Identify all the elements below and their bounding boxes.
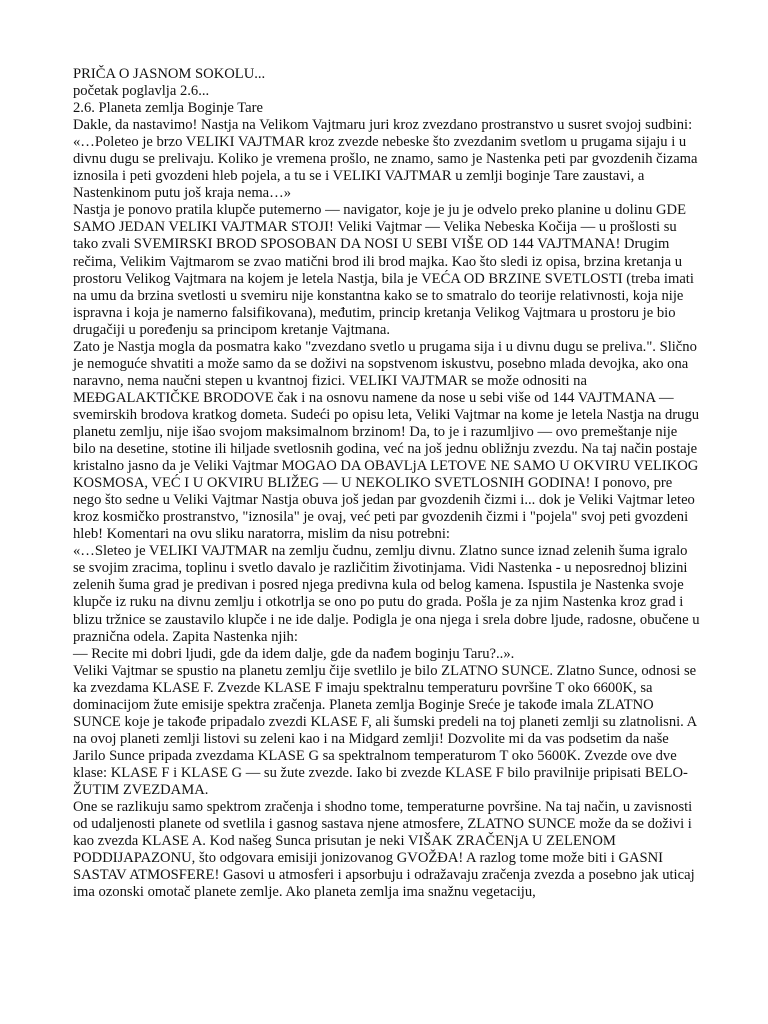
paragraph-navigator: Nastja je ponovo pratila klupče putemerno — navigator, koje je ju je odvelo preko planine u dolinu GDE SAMO JEDAN VELIKI VAJTMAR STOJI! Veliki Vajtmar — Velika Nebeska Kočija — u prošlosti su tako zvali SVEMIRSKI BROD SPOSOBAN DA NOSI U SEBI VIŠE OD 144 VAJTMANA! Drugim rečima, Velikim Vajtmarom se zvao matični brod ili brod majka. Kao što sledi iz opisa, brzina kretanja u prostoru Velikog Vajtmara na kojem je letela Nastja, bila je VEĆA OD BRZINE SVETLOSTI (treba imati na umu da brzina svetlosti u svemiru nije konstantna kako se to smatralo do teorije relativnosti, koja nije ispravna i koja je namerno falsifikovana), međutim, princip kretanja Velikog Vajtmara u prostoru je bio drugačiji u poređenju sa principom kretanje Vajtmana. [73, 202, 694, 338]
paragraph-spectrum: One se razlikuju samo spektrom zračenja i shodno tome, temperaturne površine. Na taj način, u zavisnosti od udaljenosti planete od svetlila i gasnog sastava njene atmosfere, ZLATNO SUNCE može da se doživi i kao zvezda KLASE A. Kod našeg Sunca prisutan je neki VIŠAK ZRAČENjA U ZELENOM PODDIJAPAZONU, što odgovara emisiji jonizovanog GVOŽĐA! A razlog tome može biti i GASNI SASTAV ATMOSFERE! Gasovi u atmosferi i apsorbuju i odražavaju zračenja zvezda a posebno jak uticaj ima ozonski omotač planete zemlje. Ako planeta zemlja ima snažnu vegetaciju, [73, 799, 695, 901]
document-body [73, 66, 703, 901]
paragraph-golden-sun: Veliki Vajtmar se spustio na planetu zemlju čije svetlilo je bilo ZLATNO SUNCE. Zlatno Sunce, odnosi se ka zvezdama KLASE F. Zvezde KLASE F imaju spektralnu temperaturu površine T oko 6600K, sa dominacijom žute emisije spektra zračenja. Planeta zemlja Boginje Sreće je takođe imala ZLATNO SUNCE koje je takođe pripadalo zvezdi KLASE F, ali šumski predeli na toj planeti zemlji su zlatnolisni. A na ovoj planeti zemlji listovi su zeleni kao i na Midgard zemlji! Dozvolite mi da vas podsetim da naše Jarilo Sunce pripada zvezdama KLASE G sa spektralnom temperaturom T oko 5600K. Zvezde ove dve klase: KLASE F i KLASE G — su žute zvezde. Iako bi zvezde KLASE F bilo pravilnije pripisati BELO-ŽUTIM ZVEZDAMA. [73, 662, 697, 798]
paragraph-quote-flight: «…Poleteo je brzo VELIKI VAJTMAR kroz zvezde nebeske što zvezdanim svetlom u prugama sijaju i u divnu dugu se prelivaju. Koliko je vremena prošlo, ne znamo, samo je Nastenka peti par gvozdenih čizama iznosila i peti gvozdeni hleb pojela, a tu se i VELIKI VAJTMAR u zemlji boginje Tare zaustavi, a Nastenkinom putu još kraja nema…» [73, 134, 698, 202]
paragraph-quote-landing: «…Sleteo je VELIKI VAJTMAR na zemlju čudnu, zemlju divnu. Zlatno sunce iznad zelenih šuma igralo se svojim zracima, toplinu i svetlo davalo je različitim životinjama. Vidi Nastenka - u neposrednoj blizini zelenih šuma grad je predivan i posred njega predivna kula od belog kamena. Ispustila je Nastenka svoje klupče iz ruku na divnu zemlju i otkotrlja se ono po putu do grada. Pošla je za njim Nastenka kroz grad i blizu tržnice se zaustavilo klupče i ne ide dalje. Podigla je ona njega i srela dobre ljude, radosne, obučene u praznična odela. Zapita Nastenka njih: [73, 543, 700, 645]
paragraph-question: — Recite mi dobri ljudi, gde da idem dalje, gde da nađem boginju Taru?..». [73, 645, 515, 662]
document-subtitle: početak poglavlja 2.6... [73, 83, 210, 100]
paragraph-intro: Dakle, da nastavimo! Nastja na Velikom Vajtmaru juri kroz zvezdano prostranstvo u susret svojoj sudbini: [73, 117, 693, 134]
document-title: PRIČA O JASNOM SOKOLU... [73, 66, 266, 82]
section-heading: 2.6. Planeta zemlja Boginje Tare [73, 100, 263, 117]
paragraph-starlight: Zato je Nastja mogla da posmatra kako "zvezdano svetlo u prugama sija i u divnu dugu se preliva.". Slično je nemoguće shvatiti a može samo da se doživi na sopstvenom iskustvu, posebno mlada devojka, ako ona naravno, nema naučni stepen u kvantnoj fizici. VELIKI VAJTMAR se može odnositi na MEĐGALAKTIČKE BRODOVE čak i na osnovu namene da nose u sebi više od 144 VAJTMANA — svemirskih brodova kratkog dometa. Sudeći po opisu leta, Veliki Vajtmar na kome je letela Nastja na drugu planetu zemlju, nije išao svojom maksimalnom brzinom! Da, to je i razumljivo — ovo premeštanje nije bilo na desetine, stotine ili hiljade svetlosnih godina, već na još jednu obližnju zvezdu. Na taj način postaje kristalno jasno da je Veliki Vajtmar MOGAO DA OBAVLjA LETOVE NE SAMO U OKVIRU VELIKOG KOSMOSA, VEĆ I U OKVIRU BLIŽEG — U NEKOLIKO SVETLOSNIH GODINA! I ponovo, pre nego što sedne u Veliki Vajtmar Nastja obuva još jedan par gvozdenih čizmi i... dok je Veliki Vajtmar leteo kroz kosmičko prostranstvo, "iznosila" je ovaj, već peti par gvozdenih čizmi i "pojela" svoj peti gvozdeni hleb! Komentari na ovu sliku naratorra, mislim da nisu potrebni: [73, 338, 700, 543]
